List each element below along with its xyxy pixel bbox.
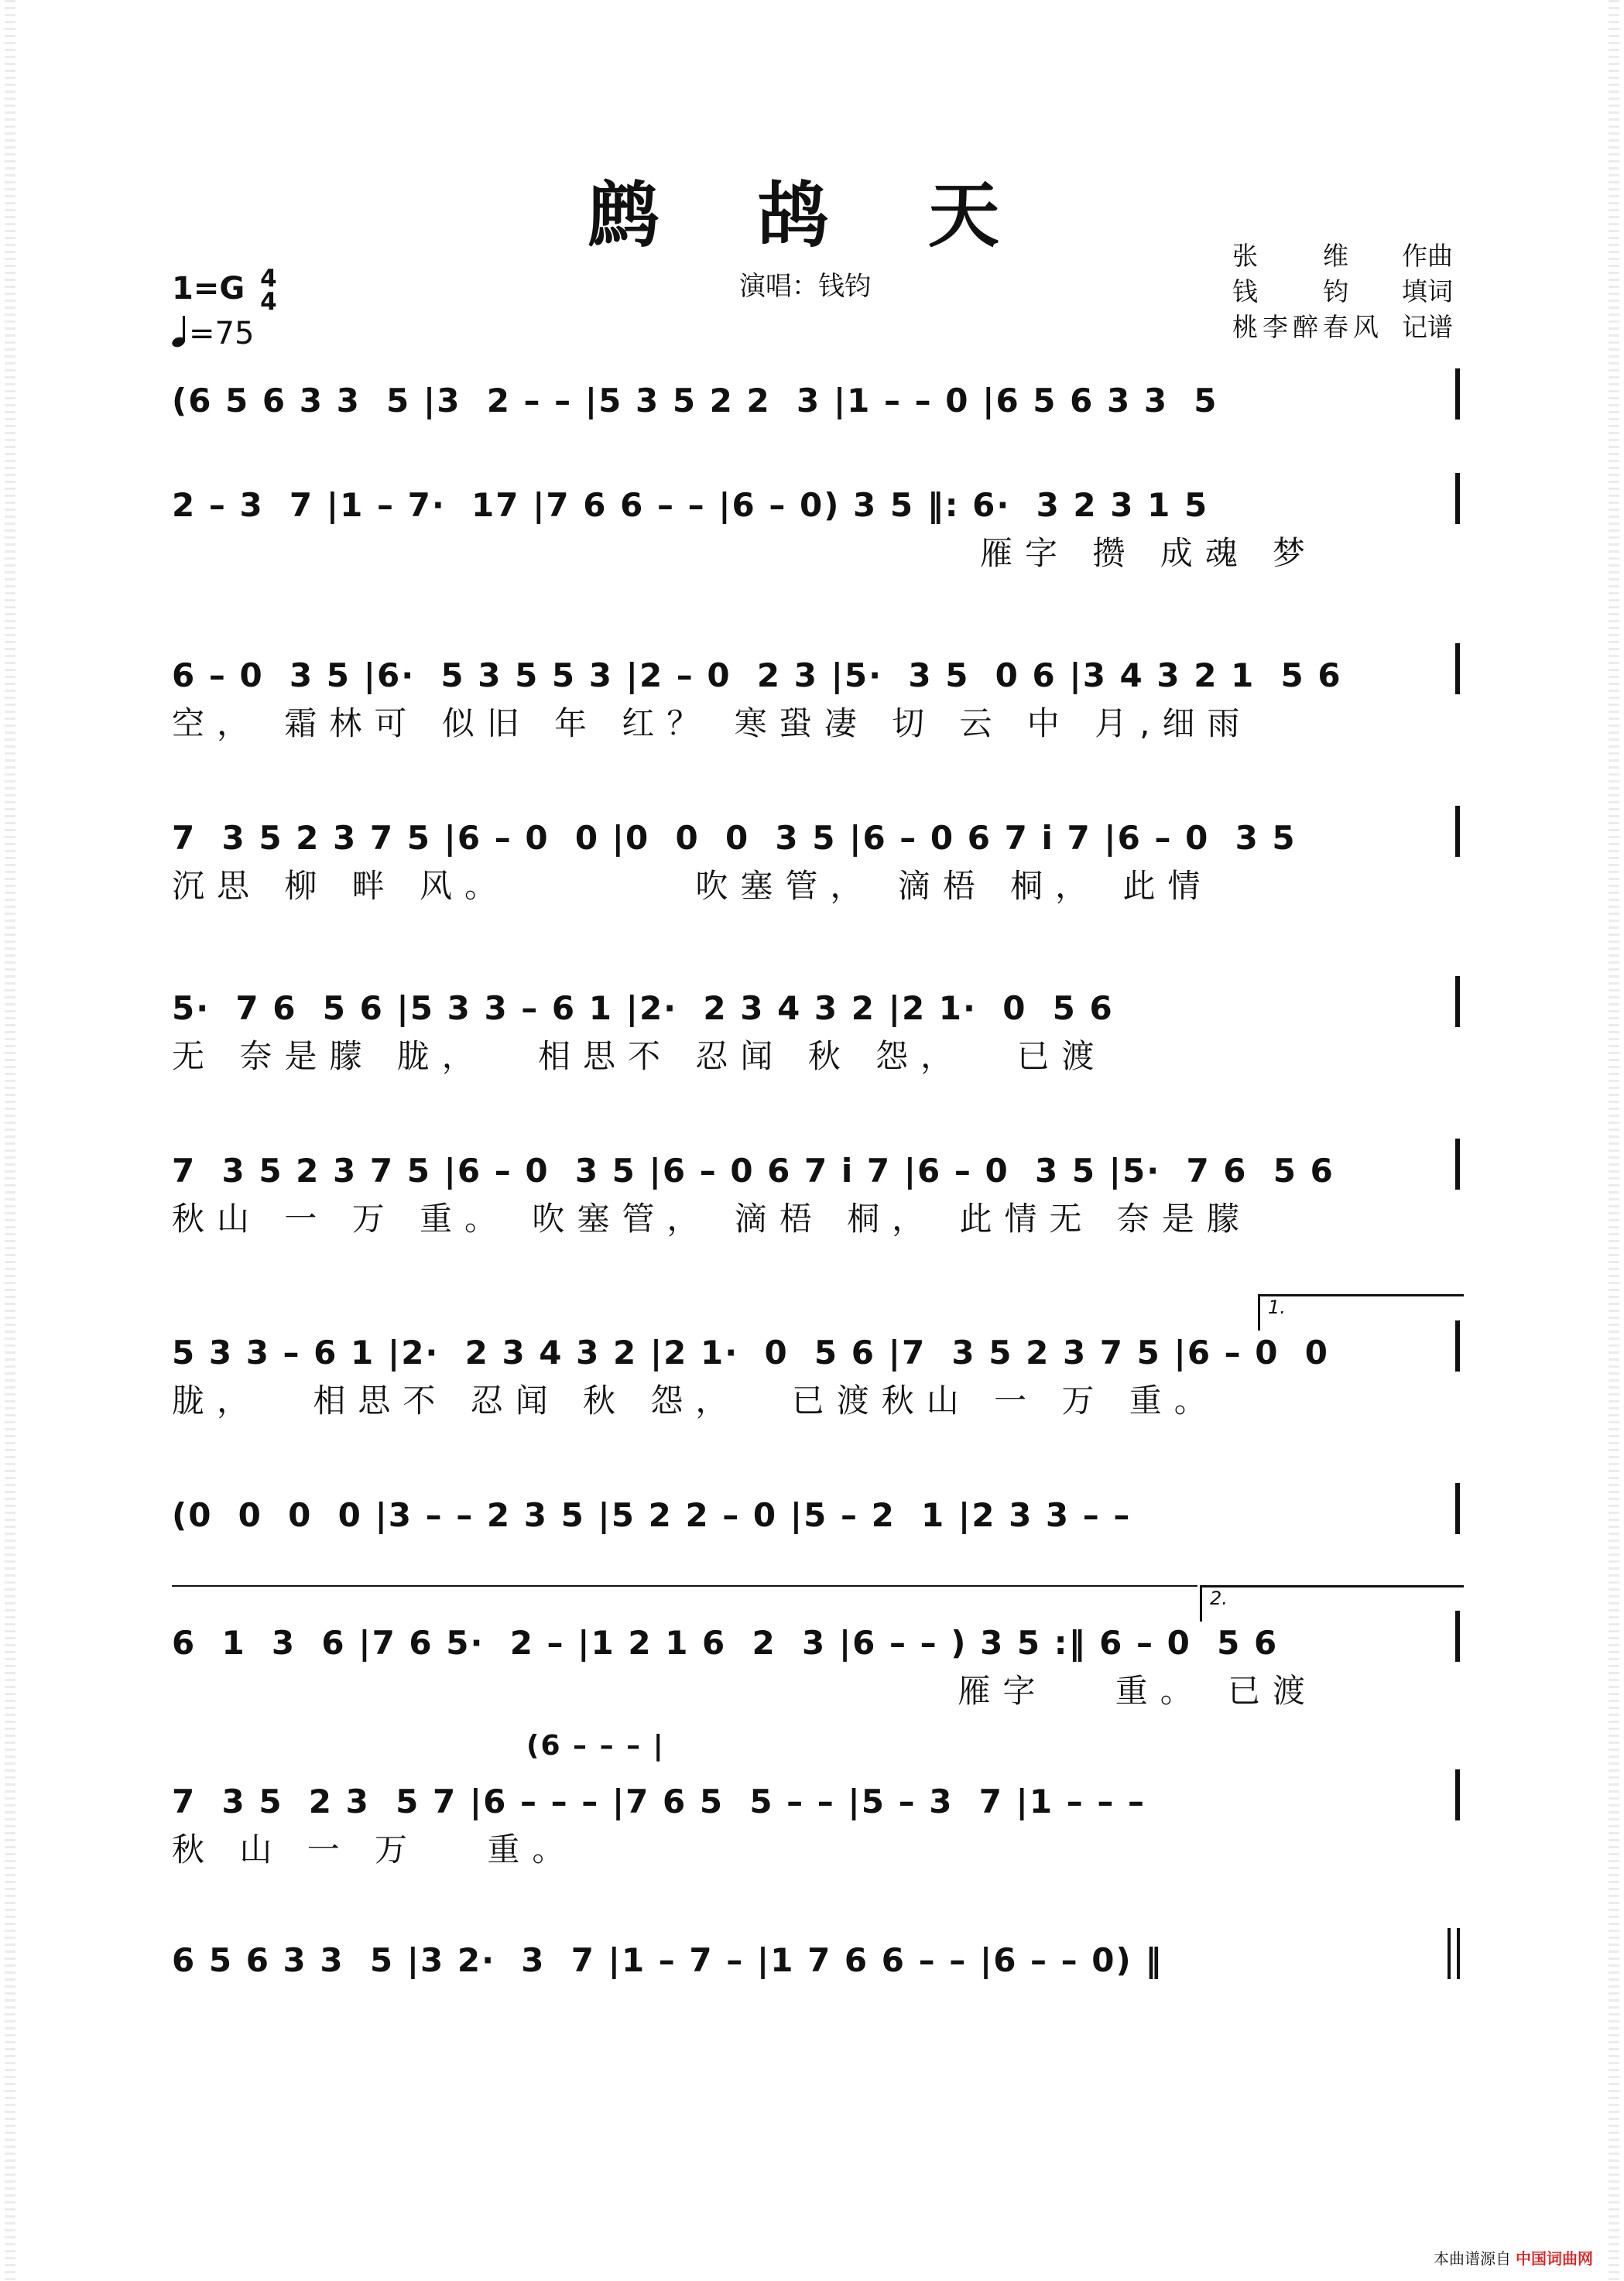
barline	[1455, 473, 1460, 524]
song-title: 鹧 鸪 天	[587, 173, 1037, 257]
credit-lyricist	[1232, 274, 1453, 310]
lyrics-line: 雁字 重。 已渡	[172, 1672, 1318, 1710]
music-system-1	[172, 379, 1457, 423]
music-system-5	[172, 987, 1457, 1077]
music-system-6	[172, 1149, 1457, 1239]
music-system-2	[172, 484, 1457, 574]
credit-transcriber	[1232, 310, 1453, 345]
credit-composer	[1232, 238, 1453, 274]
barline	[1455, 1611, 1460, 1662]
barline	[1455, 976, 1460, 1027]
barline	[1455, 806, 1460, 857]
lyrics-line: 雁字 攒 成魂 梦	[172, 534, 1318, 572]
music-system-7	[172, 1331, 1457, 1421]
lyrics-line: 沉思 柳 畔 风。 吹塞管， 滴梧 桐， 此情	[172, 867, 1213, 905]
lyrics-line: 秋 山 一 万 重。	[172, 1831, 577, 1868]
page-edge-right	[1609, 0, 1619, 2281]
footer-site: 中国词曲网	[1516, 2249, 1593, 2268]
music-system-8	[172, 1494, 1457, 1537]
first-ending-label: 1.	[1268, 1296, 1286, 1318]
barline	[1455, 1139, 1460, 1190]
credit-name: 张 维	[1232, 241, 1353, 271]
barline	[1455, 643, 1460, 694]
credit-name: 钱 钧	[1232, 276, 1353, 307]
notation-line: (6 5 6 3 3 5 |3 2 – – |5 3 5 2 2 3 |1 – – 0 |6 5 6 3 3 5	[172, 382, 1218, 420]
first-ending-extension	[172, 1585, 1197, 1587]
meter-top: 4	[260, 265, 277, 293]
source-footer	[1434, 2246, 1593, 2269]
notation-line: (0 0 0 0 |3 – – 2 3 5 |5 2 2 – 0 |5 – 2 1 |2 3 3 – –	[172, 1496, 1132, 1534]
credit-role: 作曲	[1402, 241, 1453, 271]
meter-bottom: 4	[260, 288, 277, 316]
barline	[1455, 368, 1460, 420]
credit-role: 填词	[1402, 276, 1453, 307]
page-edge-left	[5, 0, 15, 2281]
second-ending-label: 2.	[1210, 1587, 1228, 1609]
notation-line: 7 3 5 2 3 7 5 |6 – 0 3 5 |6 – 0 6 7 i 7 |6 – 0 3 5 |5· 7 6 5 6	[172, 1152, 1334, 1190]
music-system-4	[172, 817, 1457, 906]
lyrics-line: 无 奈是朦 胧， 相思不 忍闻 秋 怨， 已渡	[172, 1037, 1107, 1075]
key-signature	[172, 265, 277, 316]
notation-line: 7 3 5 2 3 7 5 |6 – 0 0 |0 0 0 3 5 |6 – 0 6 7 i 7 |6 – 0 3 5	[172, 819, 1297, 857]
barline	[1455, 1320, 1460, 1372]
optional-upper-part	[526, 1724, 759, 1768]
credits-block	[1232, 238, 1453, 345]
notation-line: 6 5 6 3 3 5 |3 2· 3 7 |1 – 7 – |1 7 6 6 – – |6 – – 0) ‖	[172, 1941, 1163, 1979]
lyrics-line: 胧， 相思不 忍闻 秋 怨， 已渡秋山 一 万 重。	[172, 1382, 1219, 1420]
credit-name: 桃李醉春风	[1232, 312, 1383, 342]
tempo-marking	[172, 316, 254, 351]
music-system-9	[172, 1622, 1457, 1711]
key-label: 1=G	[172, 271, 245, 307]
footer-source: 本曲谱源自	[1434, 2249, 1511, 2268]
music-system-10	[172, 1780, 1457, 1870]
notation-line: 6 1 3 6 |7 6 5· 2 – |1 2 1 6 2 3 |6 – – ) 3 5 :‖ 6 – 0 5 6	[172, 1624, 1279, 1662]
notation-line: 2 – 3 7 |1 – 7· 17 |7 6 6 – – |6 – 0) 3 5 ‖: 6· 3 2 3 1 5	[172, 486, 1209, 524]
notation-line: (6 – – – |	[526, 1730, 665, 1762]
notation-line: 6 – 0 3 5 |6· 5 3 5 5 3 |2 – 0 2 3 |5· 3 5 0 6 |3 4 3 2 1 5 6	[172, 656, 1342, 694]
notation-line: 7 3 5 2 3 5 7 |6 – – – |7 6 5 5 – – |5 – 3 7 |1 – – –	[172, 1783, 1146, 1820]
tempo-value: =75	[189, 316, 255, 351]
final-barline	[1448, 1928, 1451, 1979]
credit-role: 记谱	[1402, 312, 1453, 342]
barline	[1455, 1769, 1460, 1820]
lyrics-line: 秋山 一 万 重。 吹塞管， 滴梧 桐， 此情无 奈是朦	[172, 1200, 1252, 1238]
notation-line: 5· 7 6 5 6 |5 3 3 – 6 1 |2· 2 3 4 3 2 |2 1· 0 5 6	[172, 989, 1114, 1027]
time-signature	[260, 265, 277, 316]
music-system-3	[172, 654, 1457, 744]
notation-line: 5 3 3 – 6 1 |2· 2 3 4 3 2 |2 1· 0 5 6 |7 3 5 2 3 7 5 |6 – 0 0	[172, 1334, 1329, 1372]
music-system-11	[172, 1939, 1457, 1982]
second-ending-bracket	[1200, 1585, 1464, 1622]
barline	[1455, 1483, 1460, 1534]
first-ending-bracket	[1258, 1294, 1464, 1331]
lyrics-line: 空， 霜林可 似旧 年 红？ 寒蛩凄 切 云 中 月,细雨	[172, 704, 1252, 742]
singer-credit: 演唱：钱钧	[739, 271, 871, 302]
quarter-note-icon	[172, 316, 189, 347]
